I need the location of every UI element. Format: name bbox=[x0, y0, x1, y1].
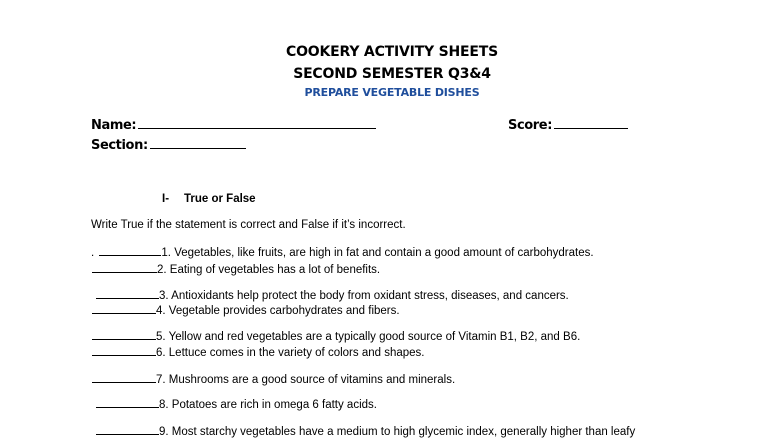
name-label: Name: bbox=[91, 118, 137, 133]
answer-blank[interactable] bbox=[99, 245, 161, 256]
answer-blank[interactable] bbox=[92, 345, 156, 356]
worksheet-title: COOKERY ACTIVITY SHEETS bbox=[286, 44, 498, 60]
item-text: 8. Potatoes are rich in omega 6 fatty acids. bbox=[159, 399, 377, 411]
worksheet-topic: PREPARE VEGETABLE DISHES bbox=[304, 86, 480, 99]
question-item bbox=[92, 345, 424, 359]
item-text: 7. Mushrooms are a good source of vitamins and minerals. bbox=[156, 374, 456, 386]
worksheet-subtitle: SECOND SEMESTER Q3&4 bbox=[293, 66, 491, 82]
question-item bbox=[92, 262, 380, 276]
item-prefix: . bbox=[91, 247, 95, 259]
score-blank[interactable] bbox=[554, 116, 628, 129]
answer-blank[interactable] bbox=[96, 397, 159, 408]
question-item bbox=[96, 424, 635, 438]
item-text: 6. Lettuce comes in the variety of colors and shapes. bbox=[156, 347, 425, 359]
item-text: 5. Yellow and red vegetables are a typically good source of Vitamin B1, B2, and B6. bbox=[156, 331, 581, 343]
name-blank[interactable] bbox=[138, 116, 376, 129]
item-text: 9. Most starchy vegetables have a medium to high glycemic index, generally higher than leafy bbox=[159, 426, 636, 438]
item-text: 2. Eating of vegetables has a lot of benefits. bbox=[157, 264, 381, 276]
question-item bbox=[92, 303, 400, 317]
answer-blank[interactable] bbox=[96, 288, 159, 299]
name-field bbox=[91, 116, 376, 133]
section-field bbox=[91, 136, 246, 153]
answer-blank[interactable] bbox=[92, 329, 156, 340]
question-item bbox=[96, 288, 569, 302]
question-item bbox=[96, 397, 377, 411]
score-label: Score: bbox=[508, 118, 553, 133]
item-text: 4. Vegetable provides carbohydrates and fibers. bbox=[156, 305, 400, 317]
item-text: 1. Vegetables, like fruits, are high in fat and contain a good amount of carbohydrates. bbox=[161, 247, 594, 259]
answer-blank[interactable] bbox=[92, 372, 156, 383]
answer-blank[interactable] bbox=[96, 424, 159, 435]
question-item bbox=[92, 372, 455, 386]
question-item bbox=[91, 245, 594, 259]
section-number: I- bbox=[162, 193, 170, 205]
answer-blank[interactable] bbox=[92, 262, 157, 273]
score-field bbox=[508, 116, 628, 133]
item-text: 3. Antioxidants help protect the body from oxidant stress, diseases, and cancers. bbox=[159, 290, 569, 302]
section-label: Section: bbox=[91, 138, 148, 153]
section-blank[interactable] bbox=[150, 136, 246, 149]
answer-blank[interactable] bbox=[92, 303, 156, 314]
instructions: Write True if the statement is correct and False if it’s incorrect. bbox=[91, 219, 406, 231]
section-title: True or False bbox=[184, 193, 256, 205]
question-item bbox=[92, 329, 580, 343]
section-heading bbox=[162, 193, 256, 205]
